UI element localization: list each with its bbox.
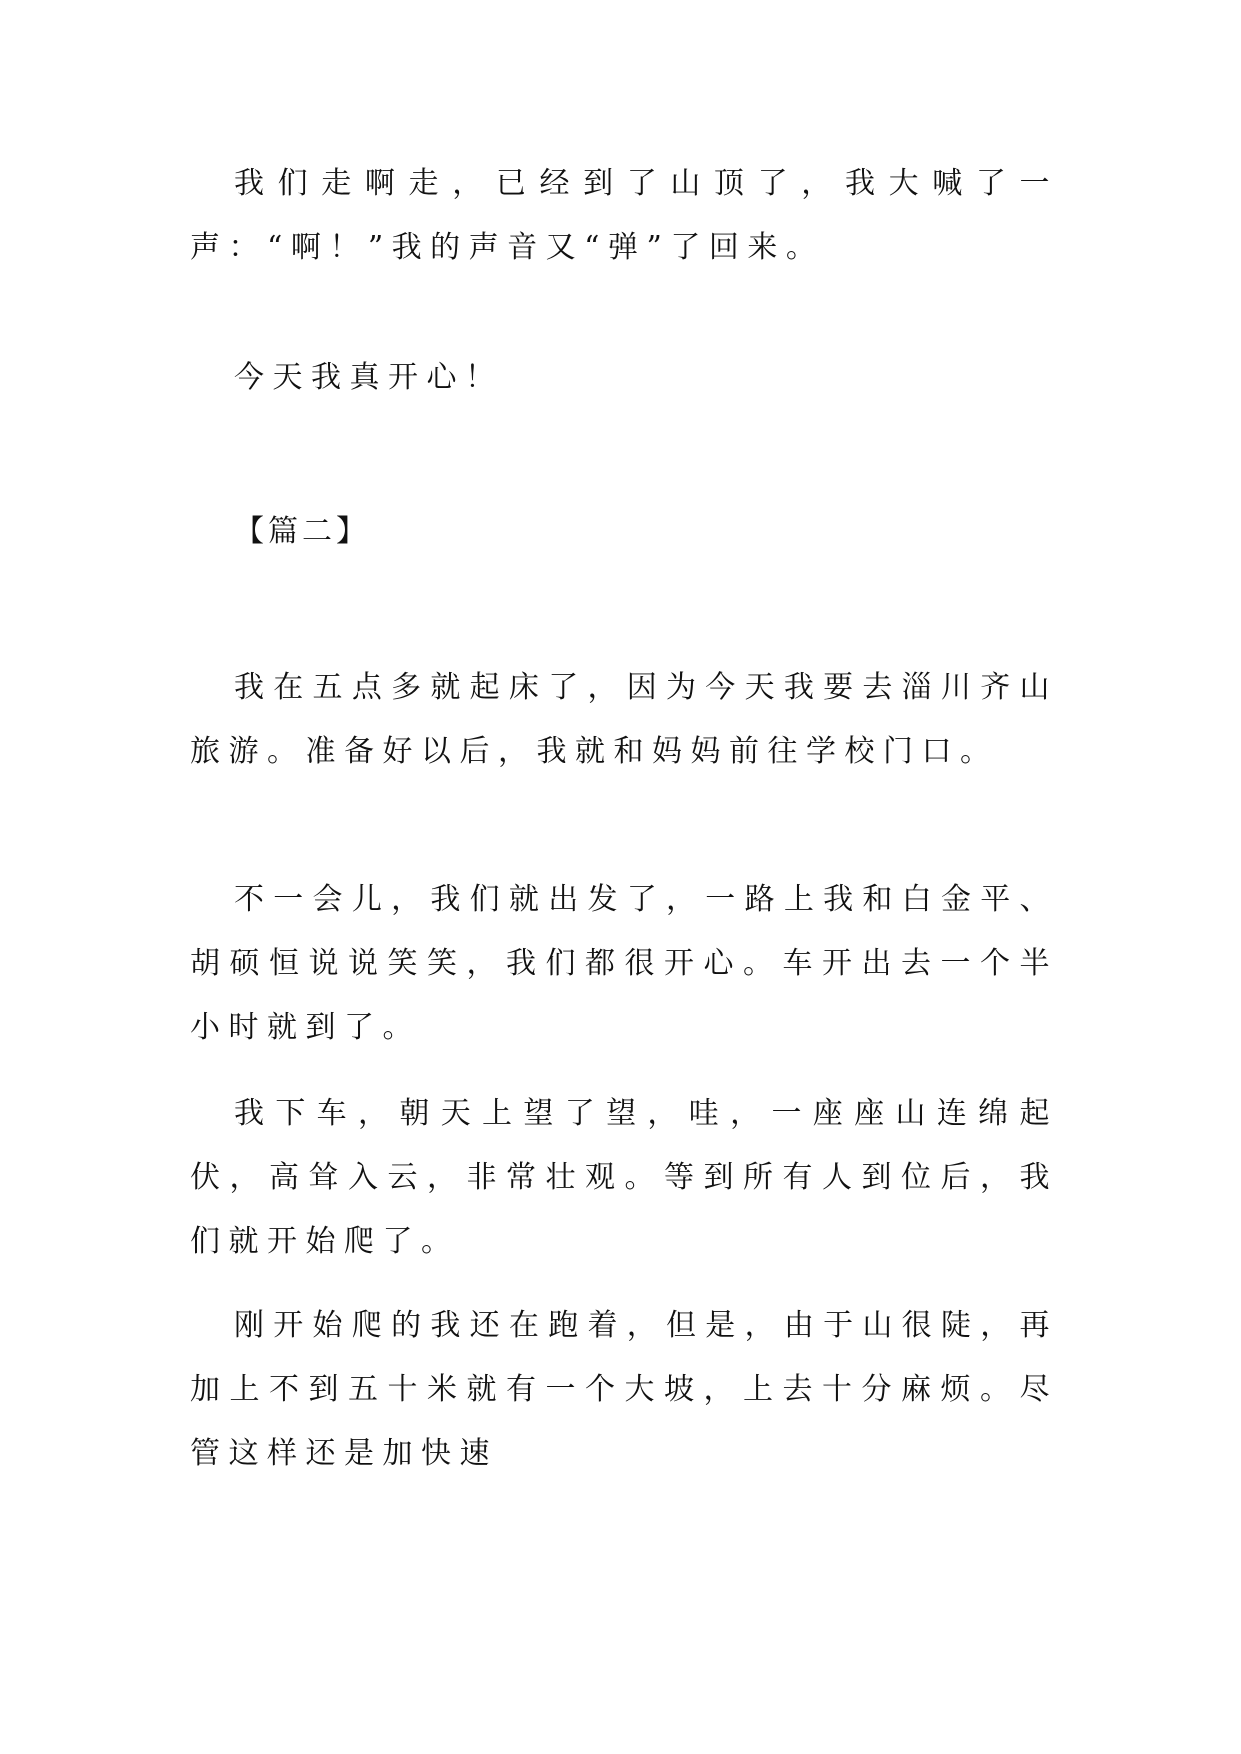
paragraph-happy-today: 今天我真开心！ (234, 360, 504, 395)
paragraph-climbing: 刚开始爬的我还在跑着，但是，由于山很陡，再加上不到五十米就有一个大坡，上去十分麻烦。尽管这样还是加快速 (190, 1308, 1058, 1471)
paragraph-summit-shout: 我们走啊走，已经到了山顶了，我大喊了一声：“啊！”我的声音又“弹”了回来。 (190, 166, 1058, 265)
paragraph-departure: 不一会儿，我们就出发了，一路上我和白金平、胡硕恒说说笑笑，我们都很开心。车开出去一个半小时就到了。 (190, 882, 1058, 1045)
paragraph-mountain-view: 我下车，朝天上望了望，哇，一座座山连绵起伏，高耸入云，非常壮观。等到所有人到位后，我们就开始爬了。 (190, 1096, 1058, 1259)
section-heading-part-two: 【篇二】 (234, 514, 370, 549)
paragraph-wake-up: 我在五点多就起床了，因为今天我要去淄川齐山旅游。准备好以后，我就和妈妈前往学校门口。 (190, 670, 1058, 769)
